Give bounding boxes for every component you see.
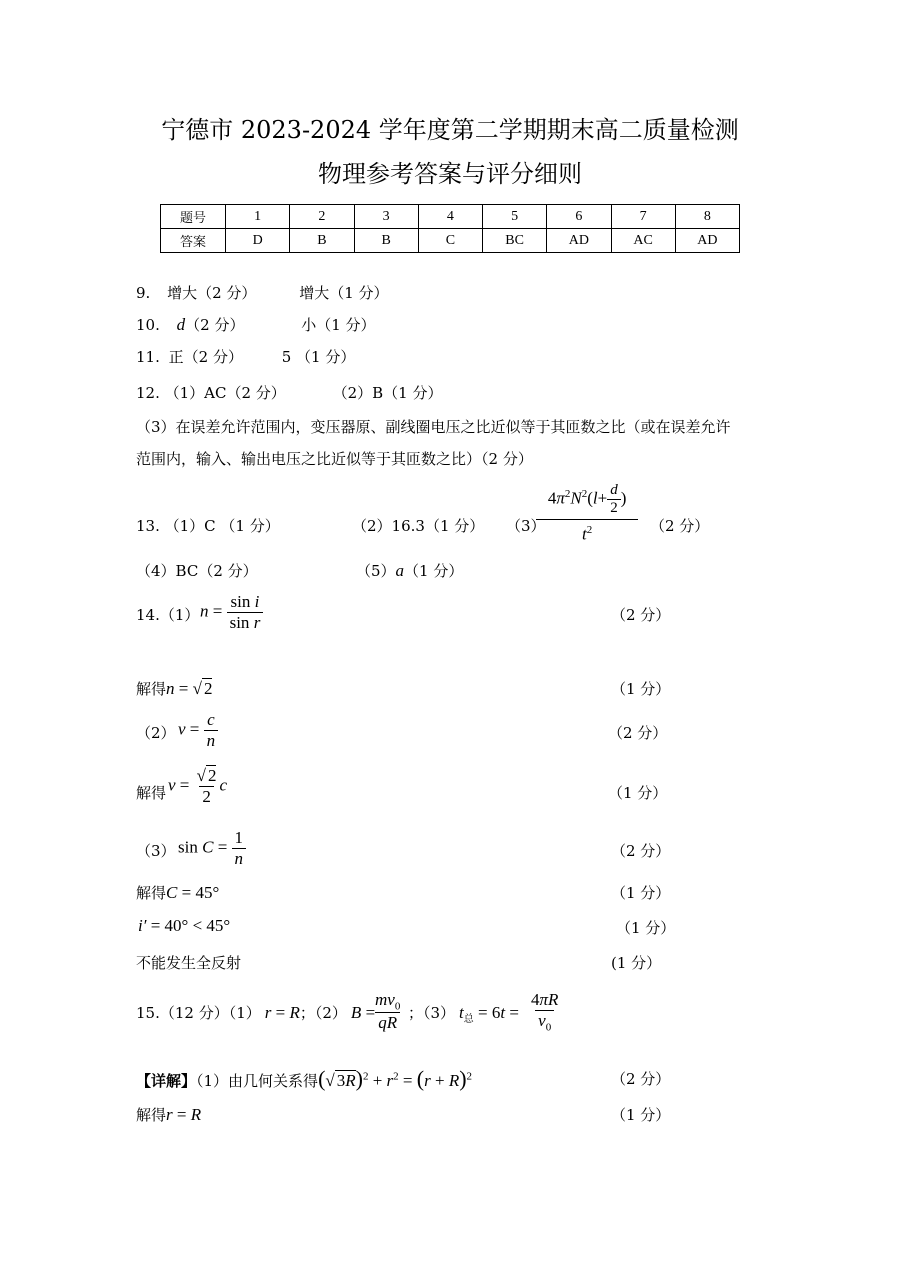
q9-row: [136, 282, 389, 303]
q14-part-3-label: （3）: [136, 842, 176, 860]
q15-detail: 【详解】（1）由几何关系得(√ $3R)^2 + r^2 = (r + R)^2$: [136, 1066, 473, 1091]
table-answer-label: 答案: [161, 229, 226, 253]
q14-formula-2: v = $\frac{c}{n}$: [178, 710, 218, 751]
q15-score-1: （2 分）: [611, 1070, 671, 1088]
q13-part-5: （5）a（1 分）: [356, 561, 464, 580]
q13-number: 13.: [136, 517, 160, 535]
table-cell: B: [354, 229, 418, 253]
table-cell: 6: [547, 205, 611, 229]
answer-table: [160, 204, 740, 253]
q14-solve-3: 解得C = 45°: [136, 883, 220, 902]
q14-part-2-label: （2）: [136, 724, 176, 742]
q11-number: 11.: [136, 348, 160, 366]
q12-number: 12.: [136, 384, 160, 402]
table-row: [161, 229, 740, 253]
q14-score-7: （1 分）: [616, 919, 676, 937]
table-cell: AD: [547, 229, 611, 253]
q12-part-3-line-1: （3）在误差允许范围内，变压器原、副线圈电压之比近似等于其匝数之比（或在误差允许: [136, 418, 731, 436]
q14-score-6: （1 分）: [611, 884, 671, 902]
q13-part-2: （2）16.3（1 分）: [352, 517, 485, 535]
q13-part-4: （4）BC（2 分）: [136, 562, 258, 580]
q14-formula-3: v = $\frac{√ 2}{2}$ c: [168, 766, 228, 806]
q9-answer-1: 增大（2 分）: [167, 284, 257, 302]
q14-formula-1: n = $\frac{\text{sin i}}{\text{sin r}}$: [200, 592, 263, 633]
q14-part-1: 14.（1）: [136, 606, 200, 624]
q13-part-1: （1）C （1 分）: [164, 517, 280, 535]
q12-row: [136, 382, 442, 403]
q14-conclusion: 不能发生全反射: [136, 954, 242, 972]
q14-score-3: （2 分）: [608, 724, 668, 742]
q13-part-3-score: （2 分）: [650, 517, 710, 535]
q15-formula-b: $\frac{mv_0}{qR}$: [375, 990, 401, 1033]
q9-answer-2: 增大（1 分）: [299, 284, 389, 302]
q14-score-8: (1 分）: [611, 954, 662, 972]
q15-solve: 解得r = R: [136, 1105, 202, 1124]
q14-score-5: （2 分）: [611, 842, 671, 860]
q14-solve-2-label: 解得: [136, 784, 167, 802]
q14-score-4: （1 分）: [608, 784, 668, 802]
q10-var: d: [176, 315, 186, 334]
q9-number: 9.: [136, 284, 151, 302]
table-cell: 8: [675, 205, 739, 229]
q10-number: 10.: [136, 316, 160, 334]
table-cell: B: [290, 229, 354, 253]
q14-score-1: （2 分）: [611, 606, 671, 624]
q15-row: 15.（12 分）（1） r = R；（2） B =: [136, 1003, 376, 1022]
table-row: [161, 205, 740, 229]
q12-part-2: （2）B（1 分）: [332, 384, 443, 402]
table-cell: 7: [611, 205, 675, 229]
q12-part-3-line-2: 范围内，输入、输出电压之比近似等于其匝数之比）（2 分）: [136, 450, 533, 468]
q11-row: [136, 346, 355, 367]
q10-score-1: （2 分）: [185, 316, 245, 334]
table-cell: C: [418, 229, 482, 253]
table-cell: AD: [675, 229, 739, 253]
table-cell: AC: [611, 229, 675, 253]
q14-formula-4: sin C = $\frac{1}{n}$: [178, 828, 246, 869]
q15-formula-t: $\frac{4\pi R}{v_0}$: [531, 990, 559, 1034]
table-cell: 5: [483, 205, 547, 229]
q14-inequality: i′ = 40° < 45°: [138, 916, 231, 935]
q15-part-3: ；（3） $t_总 = 6t$ =: [408, 1003, 519, 1025]
table-cell: 2: [290, 205, 354, 229]
q10-row: [136, 314, 376, 335]
q14-solve-1: 解得n = √ 2: [136, 679, 213, 698]
table-cell: 3: [354, 205, 418, 229]
table-cell: 1: [226, 205, 290, 229]
q15-score-2: （1 分）: [611, 1106, 671, 1124]
table-cell: 4: [418, 205, 482, 229]
table-cell: D: [226, 229, 290, 253]
q10-answer-2: 小（1 分）: [301, 316, 376, 334]
q13-formula: $4\pi^2N^2(l+$ $\frac{d}{2}$ ) $t^2$: [536, 482, 638, 545]
q11-answer-1: 正（2 分）: [168, 348, 243, 366]
q11-answer-2: 5 （1 分）: [281, 348, 356, 366]
q13-part-3-label: （3）: [506, 517, 546, 535]
table-header-label: 题号: [161, 205, 226, 229]
page-subtitle: 物理参考答案与评分细则: [318, 160, 582, 188]
table-cell: BC: [483, 229, 547, 253]
q13-row: [136, 515, 280, 536]
page-title: 宁德市 2023-2024 学年度第二学期期末高二质量检测: [161, 116, 739, 144]
q12-part-1: （1）AC（2 分）: [164, 384, 286, 402]
q14-score-2: （1 分）: [611, 680, 671, 698]
